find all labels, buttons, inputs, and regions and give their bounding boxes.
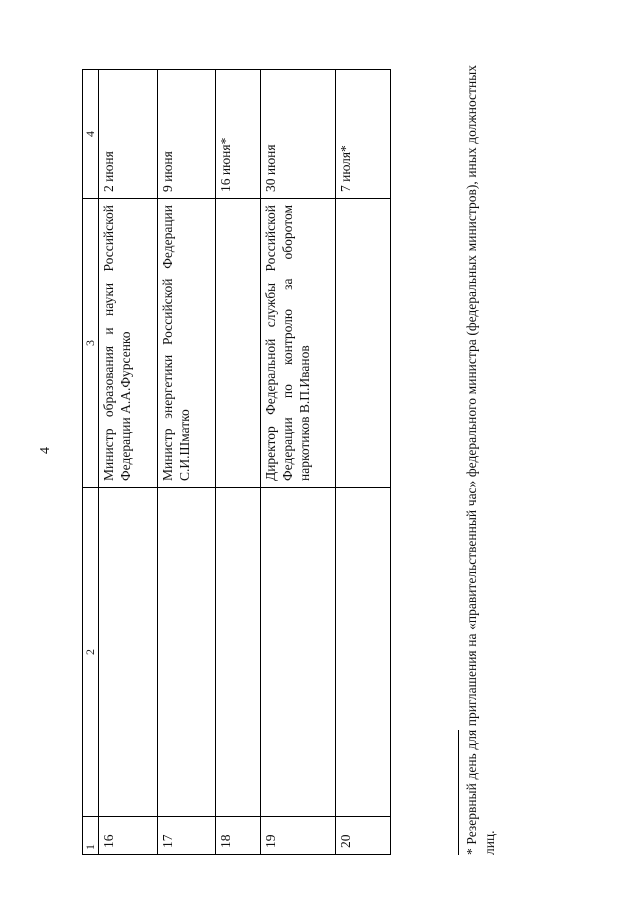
table-row	[158, 70, 216, 855]
row-number: 16	[99, 817, 158, 855]
row-date: 9 июня	[158, 70, 216, 199]
row-date: 16 июня*	[216, 70, 261, 199]
footnote: * Резервный день для приглашения на «правительственный час» федерального министра (федеральных министров), иных должностных лиц.	[464, 65, 498, 855]
row-col2	[99, 488, 158, 817]
table-row	[336, 70, 391, 855]
row-official: Директор Федеральной службы Российской Федерации по контролю за оборотом наркотиков В.П.Иванов	[261, 199, 336, 488]
row-date: 2 июня	[99, 70, 158, 199]
row-number: 19	[261, 817, 336, 855]
row-date: 30 июня	[261, 70, 336, 199]
page-number: 4	[38, 447, 53, 454]
header-cell: 2	[83, 488, 99, 817]
row-col2	[261, 488, 336, 817]
row-col2	[158, 488, 216, 817]
row-date: 7 июля*	[336, 70, 391, 199]
row-number: 17	[158, 817, 216, 855]
row-col2	[336, 488, 391, 817]
schedule-table	[82, 69, 391, 855]
table-row	[99, 70, 158, 855]
row-col2	[216, 488, 261, 817]
table-header-row	[83, 70, 99, 855]
row-number: 20	[336, 817, 391, 855]
row-official: Министр образования и науки Российской Федерации А.А.Фурсенко	[99, 199, 158, 488]
row-official	[336, 199, 391, 488]
header-cell: 3	[83, 199, 99, 488]
footnote-divider	[458, 730, 459, 855]
table-row	[261, 70, 336, 855]
row-official	[216, 199, 261, 488]
header-cell: 4	[83, 70, 99, 199]
header-cell: 1	[83, 817, 99, 855]
table-row	[216, 70, 261, 855]
row-number: 18	[216, 817, 261, 855]
row-official: Министр энергетики Российской Федерации С.И.Шматко	[158, 199, 216, 488]
